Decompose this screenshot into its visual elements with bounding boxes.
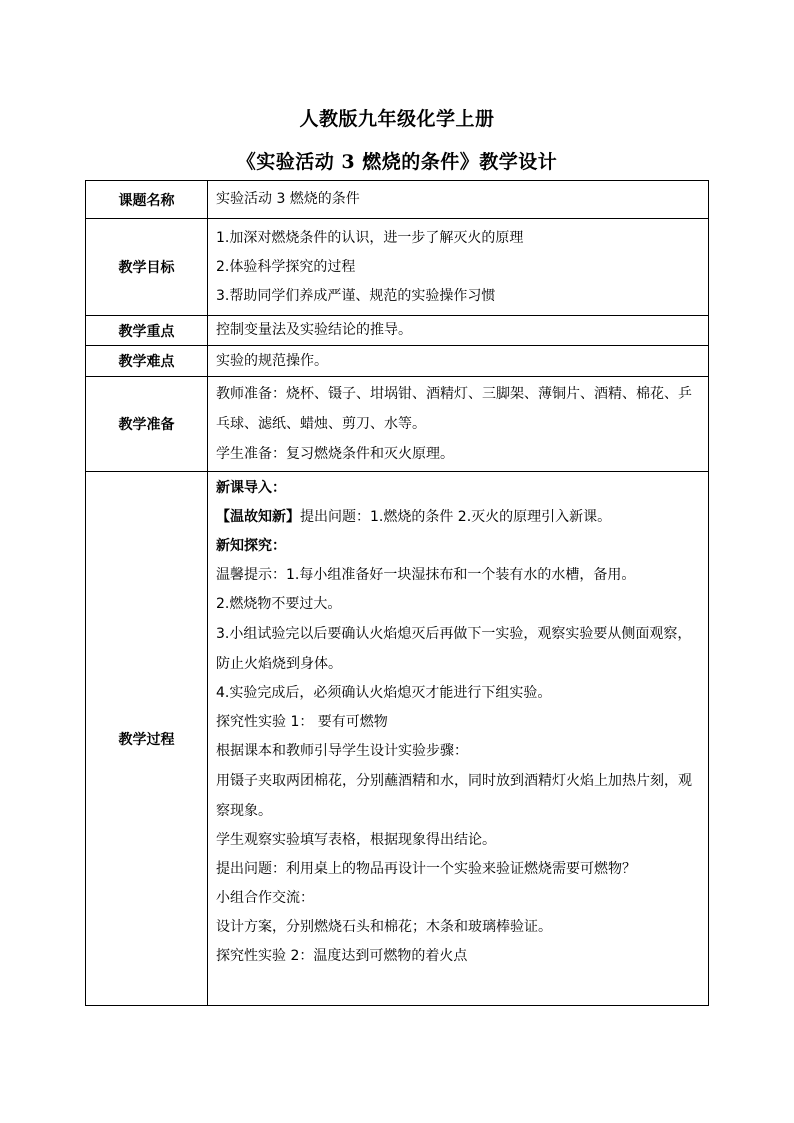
difficulties-text: 实验的规范操作。 xyxy=(216,352,328,369)
difficulties-cell xyxy=(208,346,709,377)
experiment-1-design: 根据课本和教师引导学生设计实验步骤： xyxy=(216,743,468,759)
experiment-2-title: 探究性实验 2：温度达到可燃物的着火点 xyxy=(216,948,468,964)
goals-cell xyxy=(208,219,709,316)
student-preparation: 学生准备：复习燃烧条件和灭火原理。 xyxy=(216,446,454,462)
preparation-label: 教学准备 xyxy=(86,377,208,472)
goals-label: 教学目标 xyxy=(86,219,208,316)
intro-tag: 【温故知新】 xyxy=(216,509,300,525)
experiment-1-question: 提出问题：利用桌上的物品再设计一个实验来验证燃烧需要可燃物？ xyxy=(216,861,636,877)
document-title: 人教版九年级化学上册 xyxy=(299,108,495,130)
topic-label: 课题名称 xyxy=(86,181,208,219)
safety-tip: 温馨提示：1.每小组准备好一块湿抹布和一个装有水的水槽，备用。 xyxy=(216,567,636,583)
topic-cell xyxy=(208,181,709,219)
process-label: 教学过程 xyxy=(86,472,208,1006)
safety-tip: 3.小组试验完以后要确认火焰熄灭后再做下一实验，观察实验要从侧面观察，防止火焰烧到身体。 xyxy=(216,626,692,672)
table-row-process xyxy=(86,472,709,1006)
document-subtitle: 《实验活动 3 燃烧的条件》教学设计 xyxy=(236,151,558,173)
lesson-plan-table xyxy=(85,180,709,1006)
intro-heading: 新课导入： xyxy=(216,480,286,496)
goal-item: 1.加深对燃烧条件的认识，进一步了解灭火的原理 xyxy=(216,229,524,246)
goal-item: 2.体验科学探究的过程 xyxy=(216,258,356,275)
table-row-difficulties xyxy=(86,346,709,377)
table-row-topic xyxy=(86,181,709,219)
table-row-goals xyxy=(86,219,709,316)
difficulties-label: 教学难点 xyxy=(86,346,208,377)
preparation-cell xyxy=(208,377,709,472)
experiment-1-observe: 学生观察实验填写表格，根据现象得出结论。 xyxy=(216,832,496,848)
topic-text: 实验活动 3 燃烧的条件 xyxy=(216,191,360,207)
intro-paragraph xyxy=(216,503,702,532)
group-discussion: 小组合作交流： xyxy=(216,890,314,906)
experiment-1-title: 探究性实验 1： 要有可燃物 xyxy=(216,714,388,730)
safety-tip: 4.实验完成后，必须确认火焰熄灭才能进行下组实验。 xyxy=(216,685,552,701)
process-cell xyxy=(208,472,709,1006)
design-plan: 设计方案，分别燃烧石头和棉花；木条和玻璃棒验证。 xyxy=(216,919,552,935)
key-points-cell xyxy=(208,316,709,346)
experiment-1-steps: 用镊子夹取两团棉花，分别蘸酒精和水，同时放到酒精灯火焰上加热片刻，观察现象。 xyxy=(216,773,692,819)
key-points-text: 控制变量法及实验结论的推导。 xyxy=(216,322,412,338)
table-row-preparation xyxy=(86,377,709,472)
explore-heading: 新知探究： xyxy=(216,538,286,554)
teacher-preparation: 教师准备：烧杯、镊子、坩埚钳、酒精灯、三脚架、薄铜片、酒精、棉花、乒乓球、滤纸、蜡烛、剪刀、水等。 xyxy=(216,386,692,432)
intro-text: 提出问题：1.燃烧的条件 2.灭火的原理引入新课。 xyxy=(300,509,612,525)
key-points-label: 教学重点 xyxy=(86,316,208,346)
safety-tip: 2.燃烧物不要过大。 xyxy=(216,596,342,612)
goal-item: 3.帮助同学们养成严谨、规范的实验操作习惯 xyxy=(216,287,496,304)
table-row-key-points xyxy=(86,316,709,346)
